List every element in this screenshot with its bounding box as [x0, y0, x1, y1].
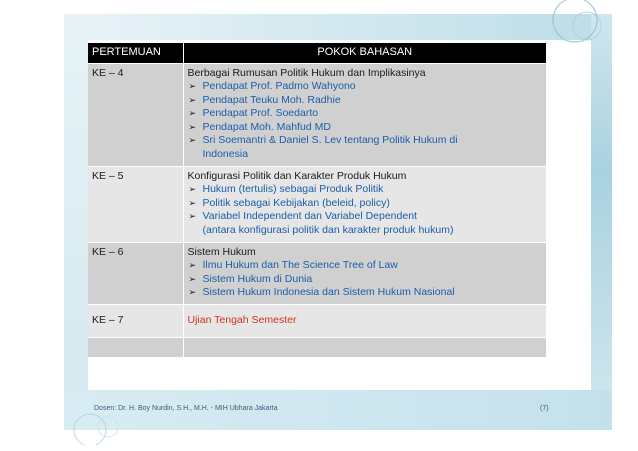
arrow-bullet-icon: ➢ — [188, 211, 197, 222]
list-item: ➢ Variabel Independent dan Variabel Dependent (antara konfigurasi politik dan karakter produk hukum) — [188, 210, 543, 237]
list-item: ➢ Politik sebagai Kebijakan (beleid, policy) — [188, 196, 390, 209]
session-cell: KE – 6 — [88, 242, 183, 304]
table-row — [88, 63, 546, 166]
table-header-row — [88, 43, 546, 63]
list-item: ➢ Hukum (tertulis) sebagai Produk Politik — [188, 183, 384, 196]
list-item-continuation: Indonesia — [202, 148, 249, 161]
frame-left-decoration — [64, 14, 88, 430]
exam-label: Ujian Tengah Semester — [187, 314, 297, 326]
list-item: ➢ Sistem Hukum di Dunia — [188, 272, 313, 285]
arrow-bullet-icon: ➢ — [188, 273, 197, 284]
empty-cell — [183, 337, 546, 357]
session-cell: KE – 4 — [88, 63, 183, 166]
page-number: (7) — [540, 405, 549, 412]
arrow-bullet-icon: ➢ — [188, 121, 197, 132]
footer-lecturer: Dosen: Dr. H. Boy Nurdin, S.H., M.H. - MIH Ubhara Jakarta — [94, 405, 278, 412]
bullet-list — [188, 259, 543, 300]
topic-title: Berbagai Rumusan Politik Hukum dan Implikasinya — [187, 66, 426, 79]
arrow-bullet-icon: ➢ — [188, 135, 197, 146]
header-pertemuan: PERTEMUAN — [88, 43, 183, 63]
list-item: ➢ Sistem Hukum Indonesia dan Sistem Hukum Nasional — [188, 286, 455, 299]
arrow-bullet-icon: ➢ — [188, 184, 197, 195]
arrow-bullet-icon: ➢ — [188, 108, 197, 119]
list-item: ➢ Pendapat Prof. Padmo Wahyono — [188, 80, 356, 93]
schedule-table — [88, 43, 546, 357]
session-cell: KE – 7 — [88, 305, 183, 338]
topic-title: Konfigurasi Politik dan Karakter Produk Hukum — [187, 169, 407, 182]
table-row — [88, 166, 546, 242]
table-row — [88, 242, 546, 304]
arrow-bullet-icon: ➢ — [188, 81, 197, 92]
bullet-list — [188, 80, 543, 162]
list-item: ➢ Pendapat Moh. Mahfud MD — [188, 120, 331, 133]
table-row — [88, 305, 546, 338]
arrow-bullet-icon: ➢ — [188, 197, 197, 208]
topic-cell — [183, 63, 546, 166]
arrow-bullet-icon: ➢ — [188, 94, 197, 105]
header-pokok-bahasan: POKOK BAHASAN — [183, 43, 546, 63]
frame-right-decoration — [591, 14, 612, 408]
topic-cell — [183, 166, 546, 242]
topic-cell — [183, 305, 546, 338]
list-item: ➢ Pendapat Teuku Moh. Radhie — [188, 93, 341, 106]
topic-title: Sistem Hukum — [187, 245, 256, 258]
bullet-list — [188, 183, 543, 237]
list-item: ➢ Ilmu Hukum dan The Science Tree of Law — [188, 259, 398, 272]
empty-cell — [88, 337, 183, 357]
arrow-bullet-icon: ➢ — [188, 287, 197, 298]
arrow-bullet-icon: ➢ — [188, 260, 197, 271]
table-row-empty — [88, 337, 546, 357]
topic-cell — [183, 242, 546, 304]
list-item: ➢ Pendapat Prof. Soedarto — [188, 107, 319, 120]
list-item-continuation: (antara konfigurasi politik dan karakter produk hukum) — [202, 224, 454, 237]
list-item: ➢ Sri Soemantri & Daniel S. Lev tentang Politik Hukum di Indonesia — [188, 134, 543, 161]
session-cell: KE – 5 — [88, 166, 183, 242]
